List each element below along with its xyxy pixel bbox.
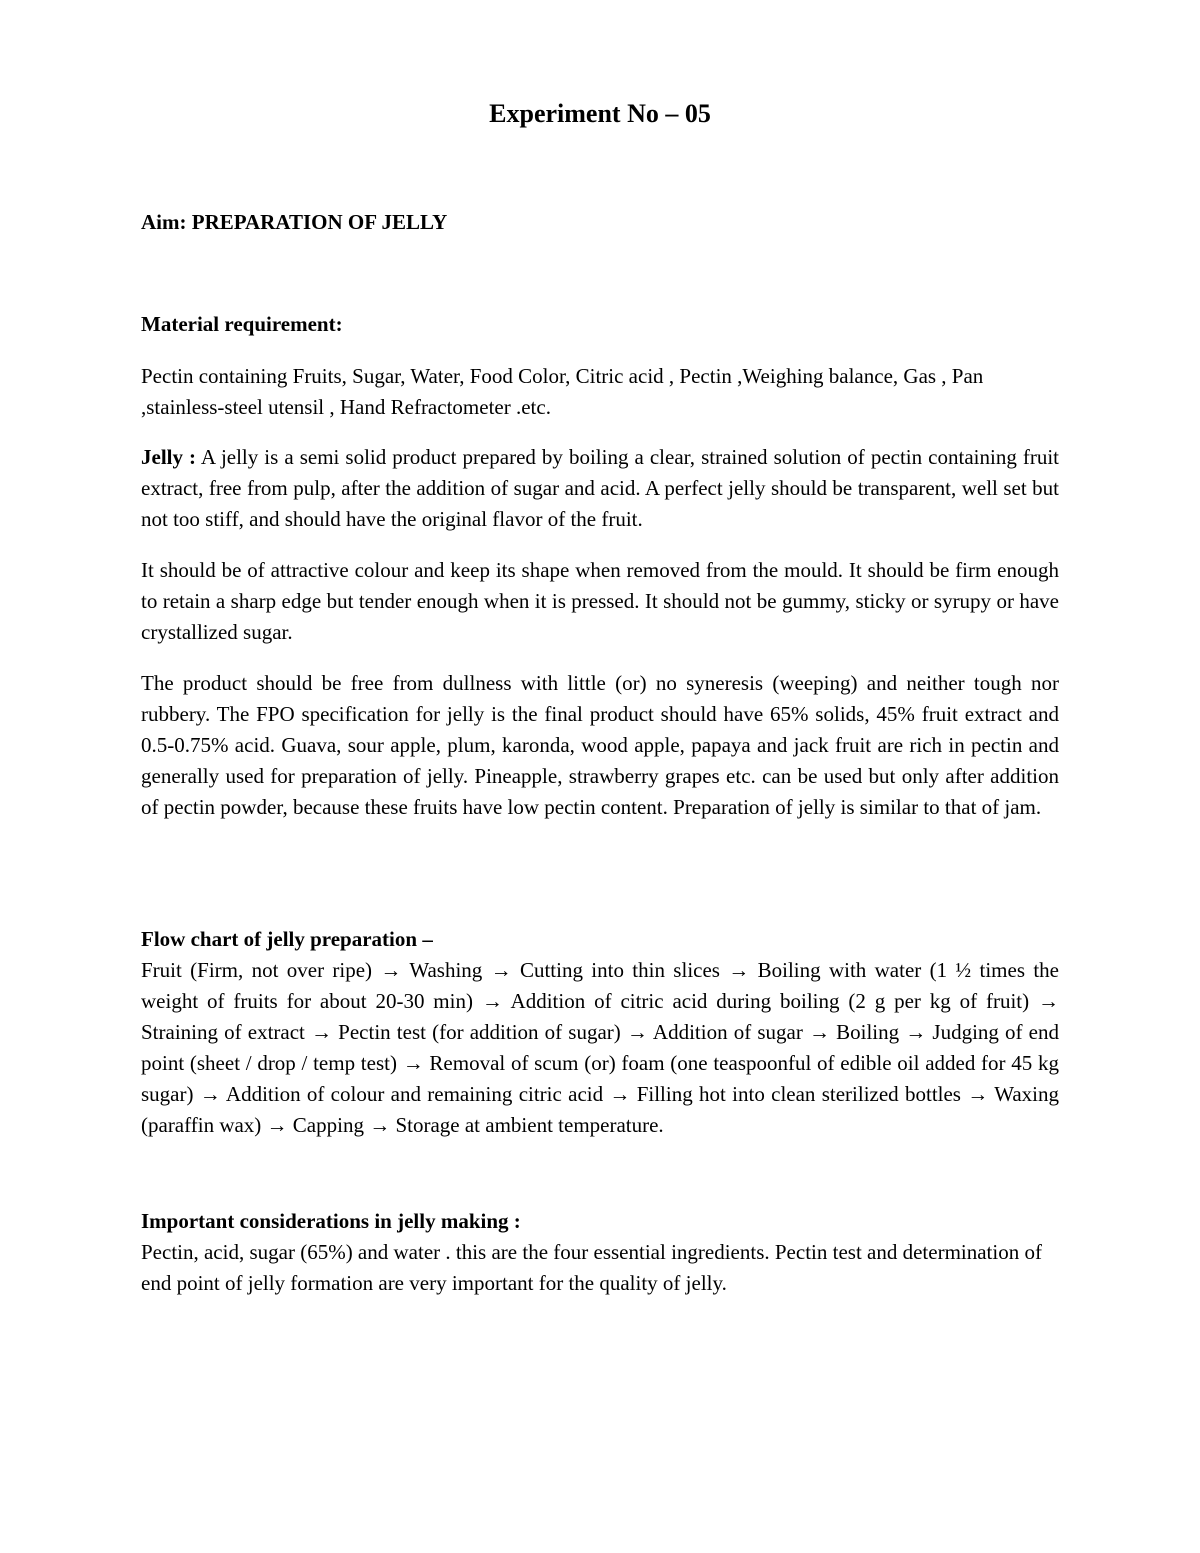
flow-chart-text: Fruit (Firm, not over ripe) → Washing → Cutting into thin slices → Boiling with water (1 ½ times the weight of fruits for about 20-30 min) → Addition of citric acid during boiling (2 g per kg of fruit) → Straining of extract → Pectin test (for addition of sugar) → Addition of sugar → Boiling → Judging of end point (sheet / drop / temp test) → Removal of scum (or) foam (one teaspoonful of edible oil added for 45 kg sugar) → Addition of colour and remaining citric acid → Filling hot into clean sterilized bottles → Waxing (paraffin wax) → Capping → Storage at ambient temperature. bbox=[141, 958, 1059, 1137]
flow-chart-heading: Flow chart of jelly preparation – bbox=[141, 927, 433, 951]
jelly-definition-text: A jelly is a semi solid product prepared by boiling a clear, strained solution of pectin containing fruit extract, free from pulp, after the addition of sugar and acid. A perfect jelly should be transparent, well set but not too stiff, and should have the original flavor of the fruit. bbox=[141, 445, 1060, 531]
specification-paragraph: The product should be free from dullness with little (or) no syneresis (weeping) and neither tough nor rubbery. The FPO specification for jelly is the final product should have 65% solids, 45% fruit extract and 0.5-0.75% acid. Guava, sour apple, plum, karonda, wood apple, papaya and jack fruit are rich in pectin and generally used for preparation of jelly. Pineapple, strawberry grapes etc. can be used but only after addition of pectin powder, because these fruits have low pectin content. Preparation of jelly is similar to that of jam. bbox=[141, 671, 1059, 819]
jelly-label: Jelly : bbox=[141, 445, 197, 469]
aim-text: PREPARATION OF JELLY bbox=[186, 210, 448, 234]
materials-text: Pectin containing Fruits, Sugar, Water, Food Color, Citric acid , Pectin ,Weighing balance, Gas , Pan ,stainless-steel utensil , Hand Refractometer .etc. bbox=[141, 364, 984, 419]
page-title: Experiment No – 05 bbox=[489, 99, 711, 128]
attributes-paragraph: It should be of attractive colour and keep its shape when removed from the mould. It should be firm enough to retain a sharp edge but tender enough when it is pressed. It should not be gummy, sticky or syrupy or have crystallized sugar. bbox=[141, 558, 1059, 644]
aim-label: Aim: bbox=[141, 210, 187, 234]
aim-line bbox=[141, 207, 1059, 238]
jelly-definition-paragraph bbox=[141, 442, 1059, 535]
materials-heading: Material requirement: bbox=[141, 312, 343, 336]
considerations-text: Pectin, acid, sugar (65%) and water . this are the four essential ingredients. Pectin test and determination of end point of jelly formation are very important for the quality of jelly. bbox=[141, 1240, 1042, 1295]
considerations-heading: Important considerations in jelly making : bbox=[141, 1209, 521, 1233]
